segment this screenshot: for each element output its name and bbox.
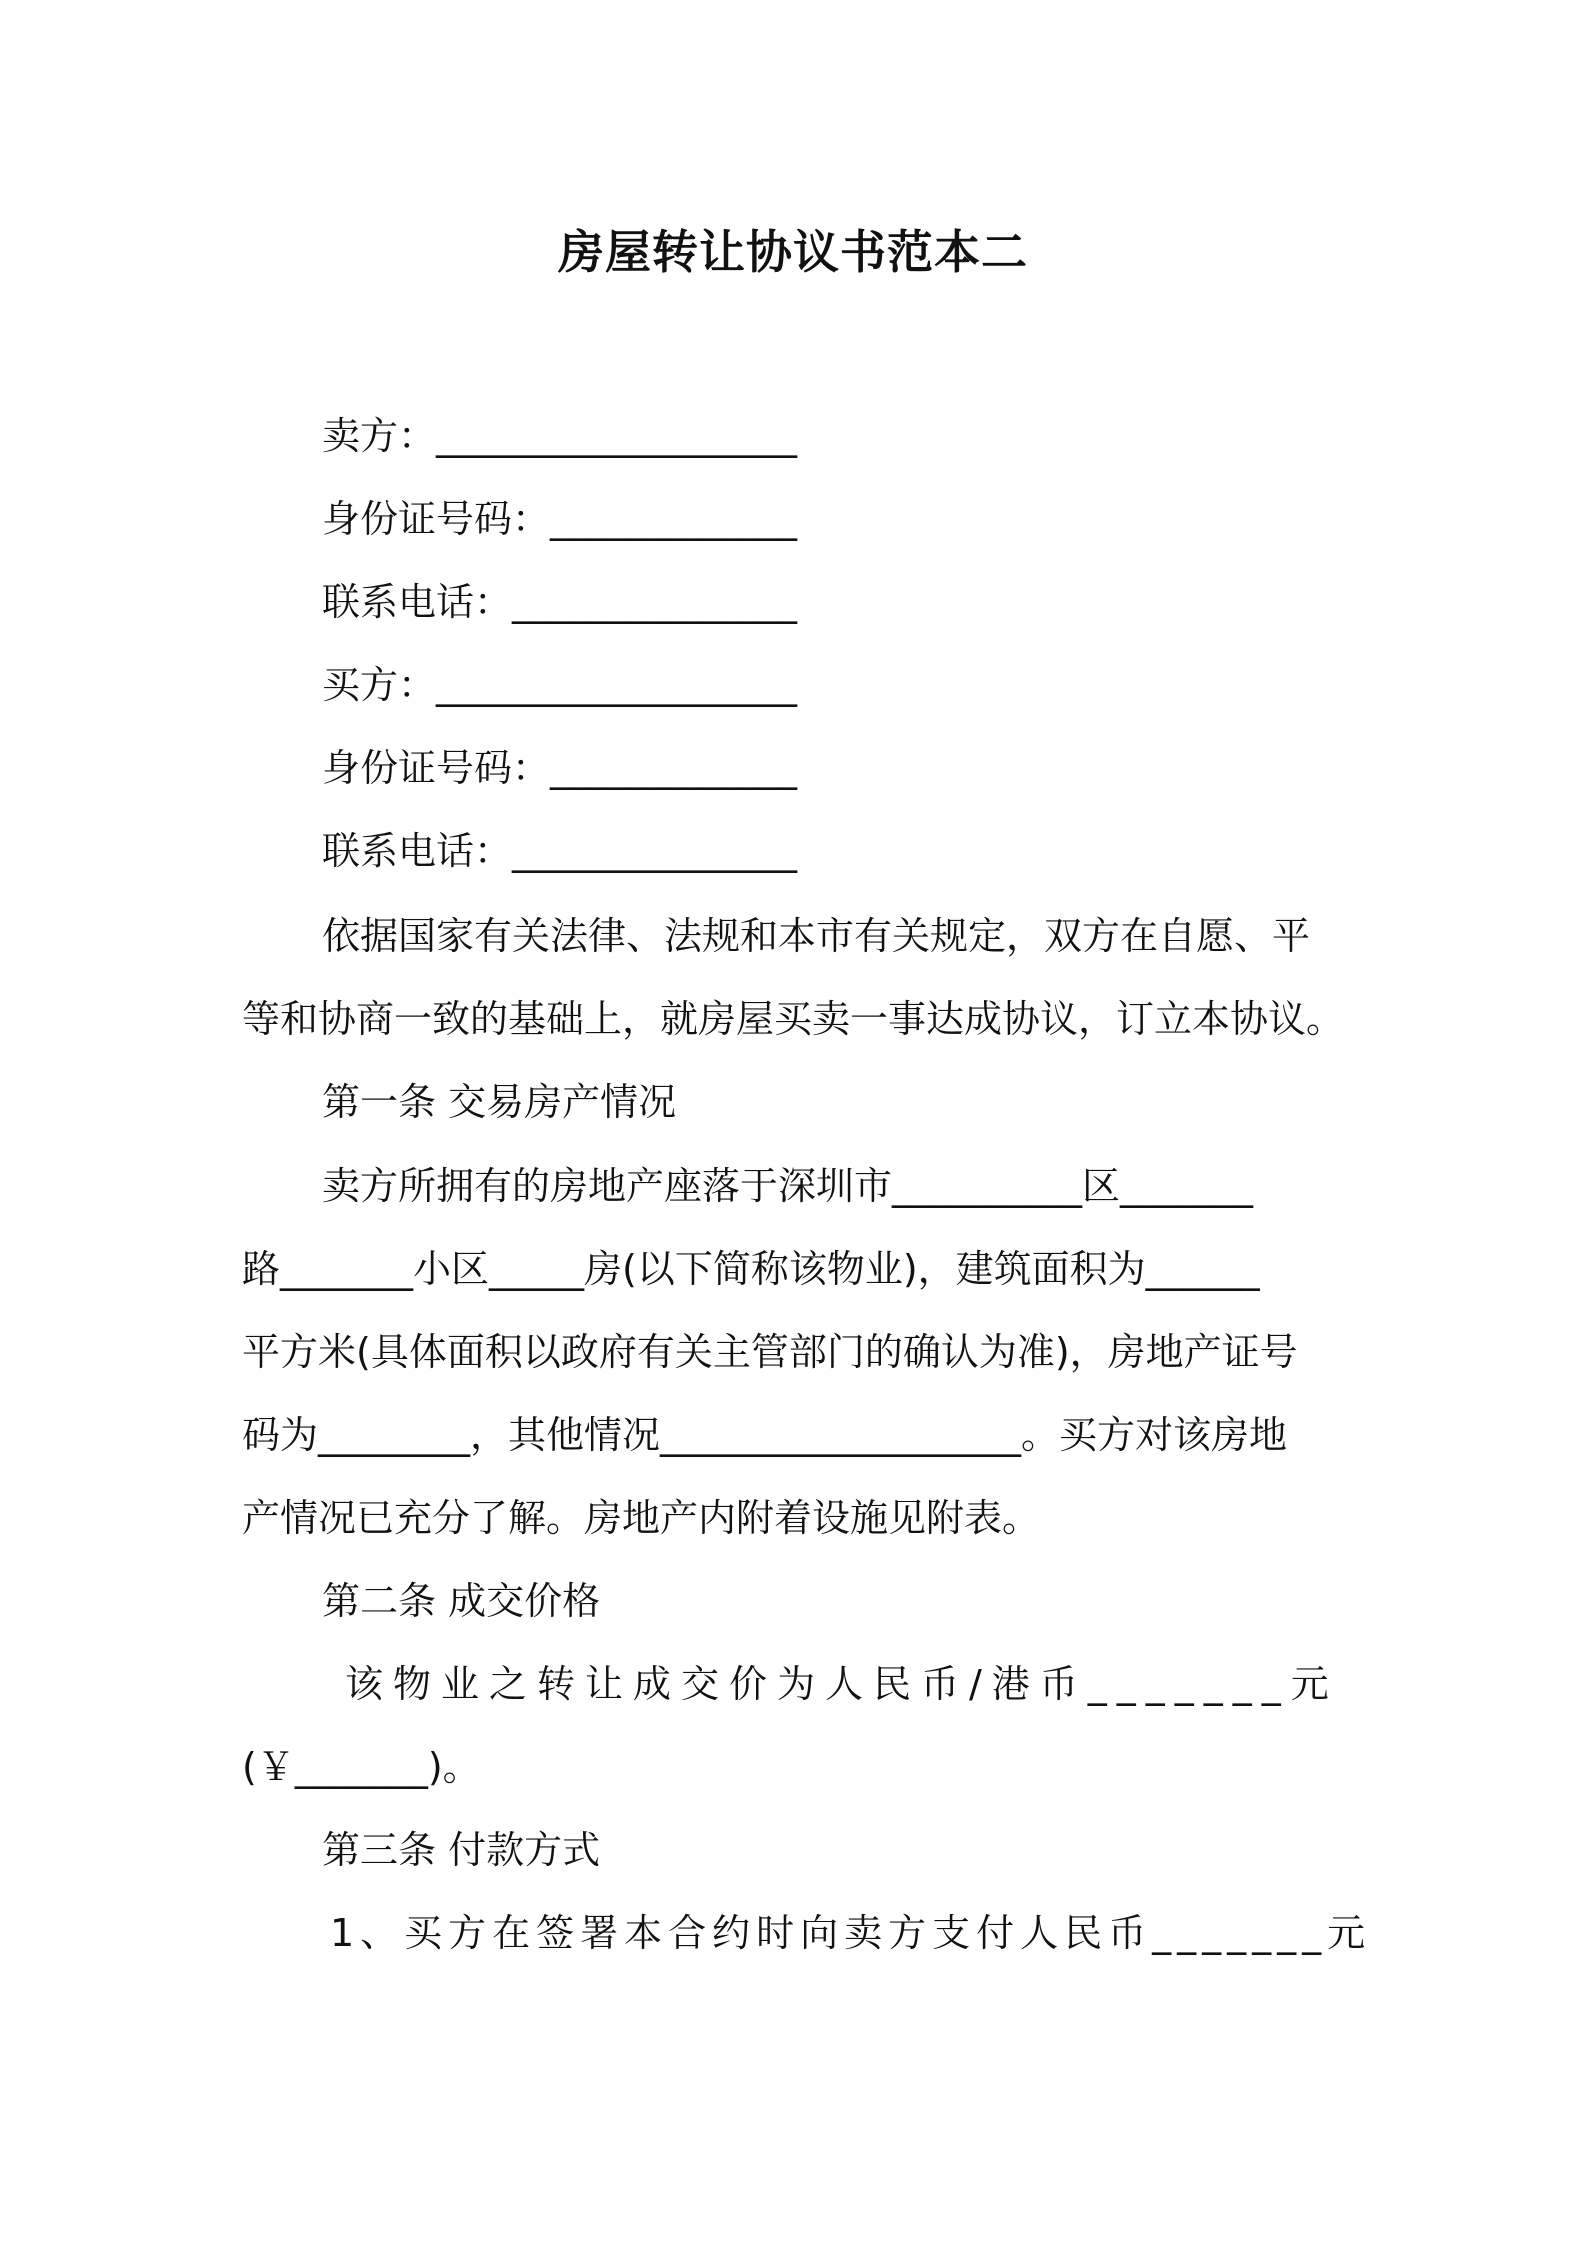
article1-line-5: 产情况已充分了解。房地产内附着设施见附表。 xyxy=(242,1496,1041,1540)
article3-heading: 第三条 付款方式 xyxy=(322,1828,601,1872)
article1-heading: 第一条 交易房产情况 xyxy=(322,1080,677,1124)
article1-line-2: 路_______小区_____房(以下简称该物业)，建筑面积为______ xyxy=(242,1247,1260,1291)
article1-line-3: 平方米(具体面积以政府有关主管部门的确认为准)，房地产证号 xyxy=(242,1330,1298,1374)
buyer-id-field: 身份证号码：_____________ xyxy=(322,746,798,790)
article2-heading: 第二条 成交价格 xyxy=(322,1579,601,1623)
article1-line-4: 码为________，其他情况___________________。买方对该房地 xyxy=(242,1413,1288,1457)
document-title: 房屋转让协议书范本二 xyxy=(558,225,1028,279)
intro-line-1: 依据国家有关法律、法规和本市有关规定，双方在自愿、平 xyxy=(322,914,1311,958)
buyer-phone-field: 联系电话：_______________ xyxy=(322,829,798,873)
seller-id-field: 身份证号码：_____________ xyxy=(322,497,798,541)
article3-line-1: 1、买方在签署本合约时向卖方支付人民币_______元 xyxy=(330,1911,1372,1955)
buyer-name-field: 买方：___________________ xyxy=(322,663,798,707)
article2-line-2: (￥_______)。 xyxy=(242,1745,481,1789)
seller-phone-field: 联系电话：_______________ xyxy=(322,580,798,624)
article2-line-1: 该物业之转让成交价为人民币/港币_______元 xyxy=(345,1662,1339,1706)
seller-name-field: 卖方：___________________ xyxy=(322,414,798,458)
intro-line-2: 等和协商一致的基础上，就房屋买卖一事达成协议，订立本协议。 xyxy=(242,997,1345,1041)
article1-line-1: 卖方所拥有的房地产座落于深圳市__________区_______ xyxy=(322,1164,1254,1208)
